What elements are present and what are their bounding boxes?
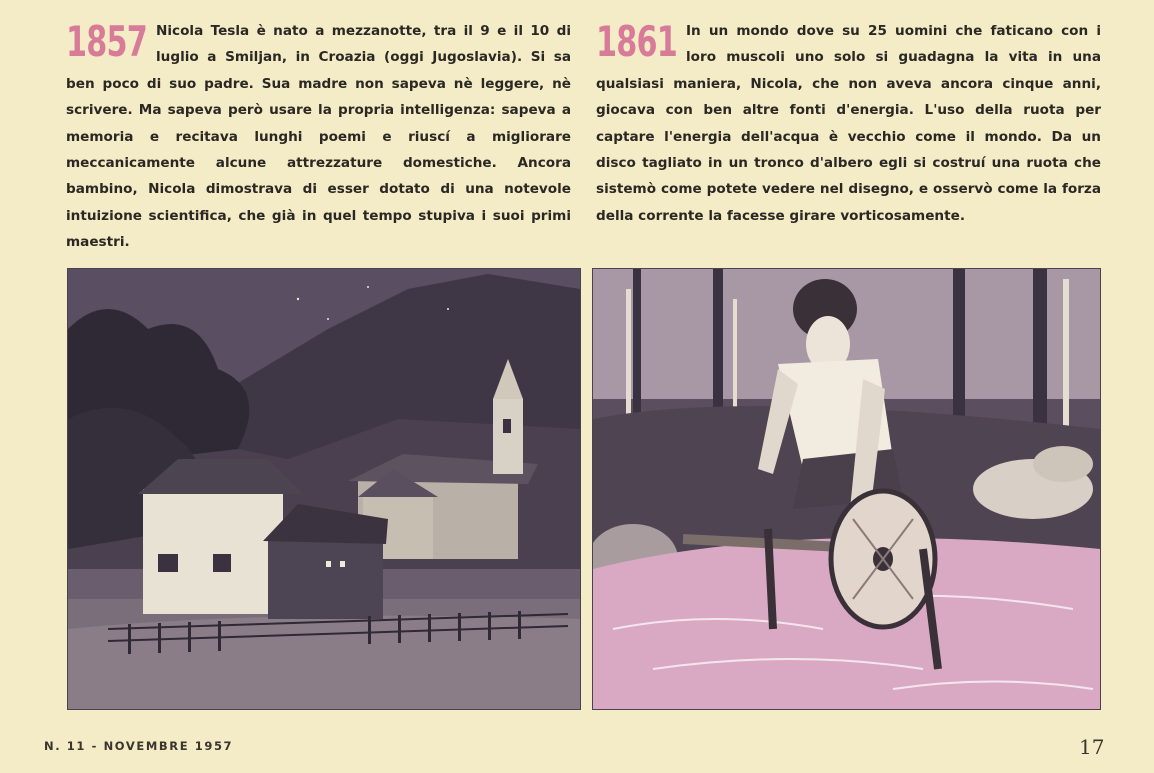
right-column bbox=[596, 18, 1101, 229]
village-scene-image bbox=[68, 269, 580, 709]
village-church-illustration bbox=[67, 268, 581, 710]
year-heading-1857: 1857 bbox=[66, 17, 147, 66]
paragraph-1861: In un mondo dove su 25 uomini che faticano con i loro muscoli uno solo si guadagna la vita in una qualsiasi maniera, Nicola, che non aveva ancora cinque anni, giocava con ben altre fonti d'energia. L'uso della ruota per captare l'energia dell'acqua è vecchio come il mondo. Da un disco tagliato in un tronco d'albero egli si costruí una ruota che sistemò come potete vedere nel disegno, e osservò come la forza della corrente la facesse girare vorticosamente. bbox=[596, 23, 1101, 224]
paragraph-1857: Nicola Tesla è nato a mezzanotte, tra il 9 e il 10 di luglio a Smiljan, in Croazia (oggi Jugoslavia). Si sa ben poco di suo padre. Sua madre non sapeva nè leggere, nè scrivere. Ma sapeva però usare la propria intelligenza: sapeva a memoria e recitava lunghi poemi e riuscí a migliorare meccanicamente alcune attrezzature domestiche. Ancora bambino, Nicola dimostrava di esser dotato di una notevole intuizione scientifica, che già in quel tempo stupiva i suoi primi maestri. bbox=[66, 23, 571, 251]
left-column bbox=[66, 18, 571, 256]
year-heading-1861: 1861 bbox=[596, 17, 677, 66]
water-wheel-scene-image bbox=[593, 269, 1100, 709]
boy-water-wheel-illustration bbox=[592, 268, 1101, 710]
issue-footer: N. 11 - NOVEMBRE 1957 bbox=[44, 739, 234, 753]
page-number: 17 bbox=[1079, 735, 1105, 759]
